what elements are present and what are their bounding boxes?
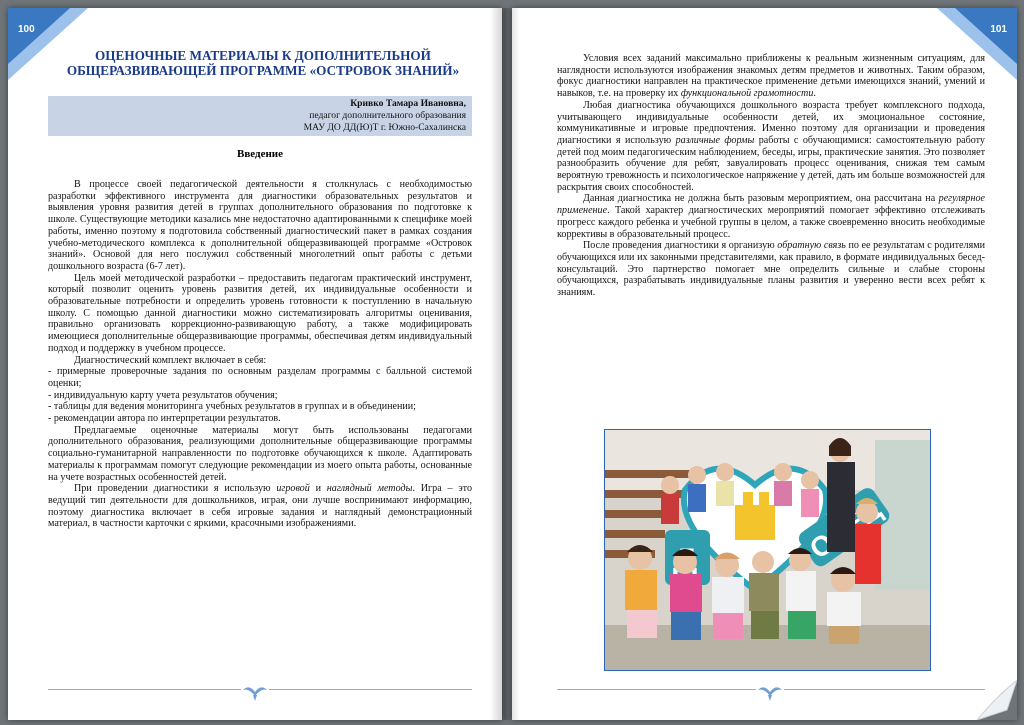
emphasis: регулярное применение [557,193,985,217]
text-run: . Такой характер диагностических мероприятий помогает эффективно отслеживать прогресс каждого ребенка и учебной группы в целом, а также своевременно вносить необходимые коррективы в образовательный процесс. [557,205,985,240]
right-page [512,8,1017,720]
text-run: При проведении диагностики я использую [74,483,277,495]
page-number: 101 [990,24,1007,35]
author-position: педагог дополнительного образования [309,110,466,121]
text-run: по ее результатам с родителями обучающихся или их законными представителями, как правило, в формате индивидуальных бесед-консультаций. Это партнерство помогает мне определить сильные и слабые стороны обучающихся, разрабатывать индивидуальные планы развития и уверенно вести всех ребят к знаниям. [557,240,986,299]
text-run: После проведения диагностики я организую [583,240,778,252]
text-run: Любая диагностика обучающихся дошкольного возраста требует комплексного подхода, учитывающего индивидуальные особенности детей, их эмоциональное состояние, коммуникативные и игровые предпочтения. Именно поэтому для организации и проведения диагностики я использую [557,99,985,146]
author-block [48,96,472,136]
emphasis: обратную связь [777,240,846,252]
list-item: - рекомендации автора по интерпретации результатов. [48,413,281,425]
text-run: работы с обучающимися: самостоятельную работу детей под моим педагогическим наблюдением, беседы, игры, практические занятия. Это позволяет разнообразить обучение для ребят, завуалировать процесс оценивания, снижая тем самым вероятную тревожность и психологическое напряжение у детей, дать им больше возможностей для раскрытия своих способностей. [557,134,985,193]
paragraph: Предлагаемые оценочные материалы могут быть использованы педагогами дополнительного образования, реализующими дополнительные общеразвивающие программы социально-гуманитарной направленности по подготовке обучающихся к школе. Адаптировать материалы к программам помогут следующие рекомендации из моего опыта работы, основанные на учете возрастных особенностей детей. [48,424,472,483]
list-item: - индивидуальную карту учета результатов обучения; [48,389,278,401]
paragraph [557,240,985,299]
emphasis: игровой [276,483,310,495]
text-run: Данная диагностика не должна быть разовым мероприятием, она рассчитана на [583,193,939,205]
text-run: . Игра – это ведущий тип деятельности для дошкольников, играя, они лучше воспринимают информацию, поэтому диагностика включает в себя игровые задания и наглядный демонстрационный материал, в частности карточки с яркими, красочными изображениями. [48,483,472,530]
children-group-photo [604,429,931,671]
author-organization: МАУ ДО ДД(Ю)Т г. Южно-Сахалинска [303,122,466,133]
page-curl-icon[interactable] [977,680,1017,720]
footer-bird-ornament-icon [241,682,269,702]
list-item: - примерные проверочные задания по основным разделам программы с балльной системой оценки; [48,366,472,389]
page-number: 100 [18,24,35,35]
paragraph: Цель моей методической разработки – предоставить педагогам практический инструмент, который позволит оценить уровень развития детей, их индивидуальные особенности и образовательные потребности и определить уровень готовности к поступлению в начальную школу. С помощью данной диагностики можно систематизировать алгоритмы оценивания, правильно организовать коррекционно-развивающую работу, а также модифицировать имеющиеся дополнительные общеразвивающие программы, обеспечивая детям индивидуальный подход и поддержку в учебном процессе. [48,272,472,354]
paragraph: В процессе своей педагогической деятельности я столкнулась с необходимостью разработки эффективного инструмента для диагностики образовательных результатов и выявления уровня развития детей в группах дополнительного образования по подготовке к школе. Существующие методики казались мне недостаточно адаптированными к специфике моей работы, именно поэтому я подготовила собственный диагностический пакет в рамках создания учебно-методического комплекса к дополнительной общеразвивающей программе «Островок знаний». Основой для него послужил собственный многолетний опыт работы с детьми дошкольного возраста (6-7 лет). [48,179,472,272]
text-run: и [309,483,327,495]
footer-bird-ornament-icon [756,682,784,702]
section-heading: Введение [236,148,284,160]
paragraph-methods [48,483,472,530]
paragraph: Диагностический комплект включает в себя: [74,354,267,366]
emphasis: наглядный методы [326,483,413,495]
author-name: Кривко Тамара Ивановна, [350,98,466,109]
right-body-text [557,53,985,299]
emphasis: различные формы [675,134,755,146]
text-run: Условия всех заданий максимально приближены к реальным жизненным ситуациям, для наглядности используются изображения знакомых детям предметов и животных. Таким образом, фокус диагностики направлен на практическое применение детьми имеющихся знаний, умений и навыков, т.е. на проверку их [557,53,985,100]
article-title: ОЦЕНОЧНЫЕ МАТЕРИАЛЫ К ДОПОЛНИТЕЛЬНОЙ ОБЩЕРАЗВИВАЮЩЕЙ ПРОГРАММЕ «ОСТРОВОК ЗНАНИЙ» [66,48,460,78]
left-body-text [48,179,472,530]
paragraph [557,193,985,240]
paragraph [557,100,985,194]
emphasis: функциональной грамотности [680,88,814,100]
text-run: . [813,88,816,100]
paragraph [557,53,985,100]
list-item: - таблицы для ведения мониторинга учебных результатов в группах и в объединении; [48,401,416,413]
left-page [8,8,502,720]
